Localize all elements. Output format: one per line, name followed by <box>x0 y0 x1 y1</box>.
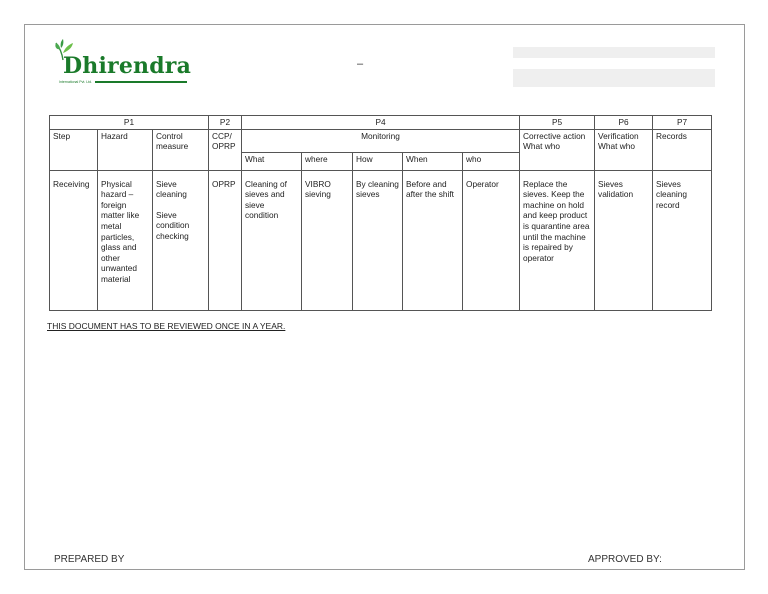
group-header-p6: P6 <box>595 116 653 130</box>
prepared-by-label: PREPARED BY <box>54 554 125 565</box>
header-records: Records <box>653 129 712 170</box>
cell-corrective-action: Replace the sieves. Keep the machine on hold and keep product is quarantine area until the machine is repaired by operator <box>520 170 595 310</box>
cell-control-measure-1: Sieve cleaning <box>156 178 187 200</box>
header-corrective-label: Corrective action <box>523 130 586 141</box>
document-page <box>24 24 745 570</box>
header-field-2 <box>513 69 715 87</box>
cell-where: VIBRO sieving <box>302 170 353 310</box>
cell-how: By cleaning sieves <box>353 170 403 310</box>
group-header-p2: P2 <box>209 116 242 130</box>
cell-control-measure-2: Sieve condition checking <box>156 209 190 241</box>
group-header-p1: P1 <box>50 116 209 130</box>
cell-who: Operator <box>463 170 520 310</box>
cell-ccp-oprp: OPRP <box>209 170 242 310</box>
header-field-1 <box>513 47 715 58</box>
cell-records: Sieves cleaning record <box>653 170 712 310</box>
subheader-how: How <box>353 153 403 170</box>
review-note: THIS DOCUMENT HAS TO BE REVIEWED ONCE IN A YEAR. <box>47 321 286 331</box>
group-header-p4: P4 <box>242 116 520 130</box>
subheader-what: What <box>242 153 302 170</box>
header-center-mark: – <box>357 58 364 70</box>
logo-wordmark: Dhirendra <box>63 53 192 79</box>
cell-control-measure <box>153 170 209 310</box>
column-header-row <box>50 129 712 153</box>
header-monitoring: Monitoring <box>242 129 520 153</box>
cell-step: Receiving <box>50 170 98 310</box>
logo-underline <box>95 81 187 83</box>
haccp-plan-table <box>49 115 712 311</box>
cell-verification: Sieves validation <box>595 170 653 310</box>
group-header-p5: P5 <box>520 116 595 130</box>
group-header-row <box>50 116 712 130</box>
cell-what: Cleaning of sieves and sieve condition <box>242 170 302 310</box>
table-row <box>50 170 712 310</box>
header-ccp-oprp: CCP/ OPRP <box>209 129 242 170</box>
subheader-when: When <box>403 153 463 170</box>
company-logo <box>53 39 193 95</box>
header-corrective-what-who: What who <box>523 141 560 152</box>
header-corrective-action <box>520 129 595 170</box>
header-step: Step <box>50 129 98 170</box>
header-hazard: Hazard <box>98 129 153 170</box>
subheader-where: where <box>302 153 353 170</box>
header-verification: Verification What who <box>595 129 653 170</box>
approved-by-label: APPROVED BY: <box>588 554 662 565</box>
cell-when: Before and after the shift <box>403 170 463 310</box>
header-control-measure: Control measure <box>153 129 209 170</box>
logo-tagline: International Pvt. Ltd. <box>59 80 93 84</box>
cell-hazard: Physical hazard – foreign matter like metal particles, glass and other unwanted material <box>98 170 153 310</box>
subheader-who: who <box>463 153 520 170</box>
group-header-p7: P7 <box>653 116 712 130</box>
